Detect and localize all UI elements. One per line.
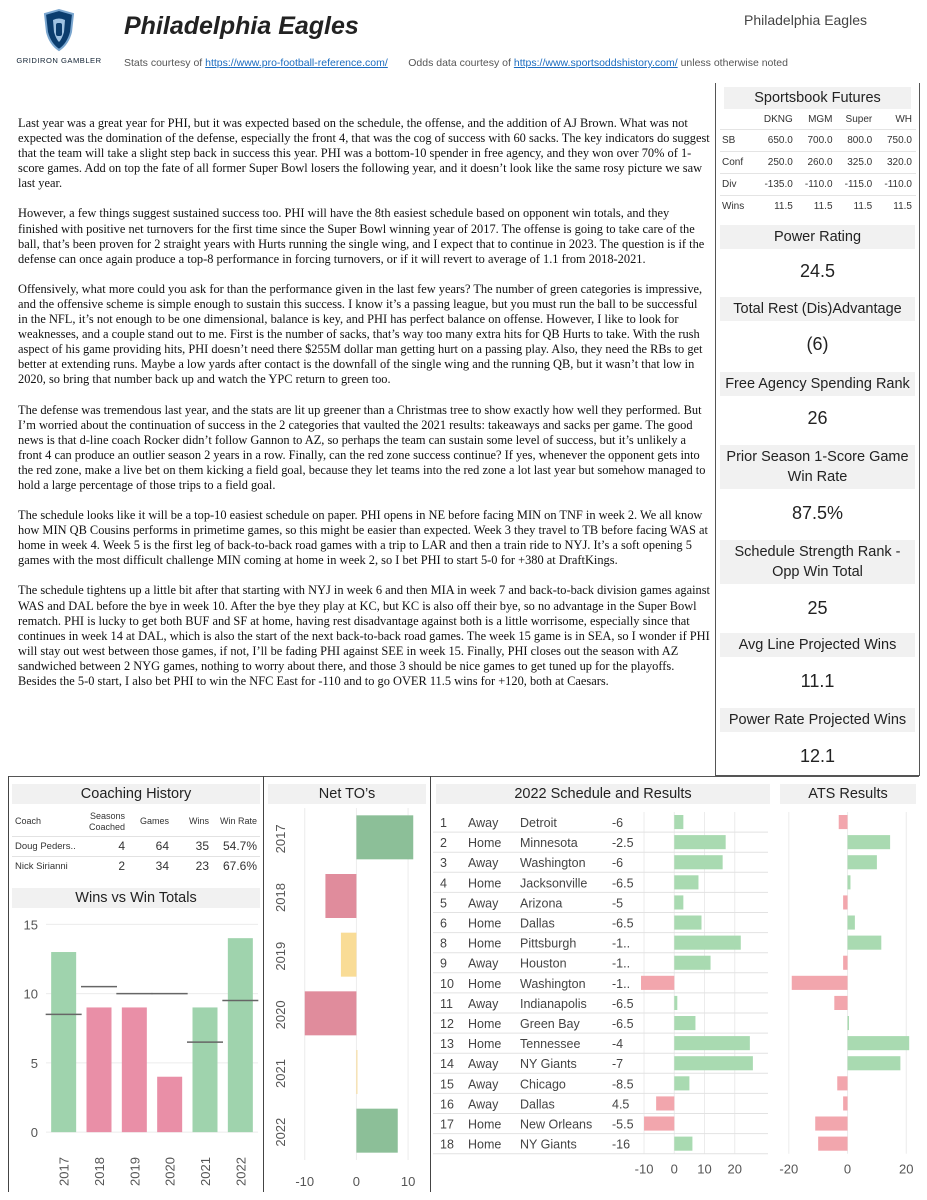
net-to-chart-title: Net TO’s <box>268 784 426 804</box>
location-cell: Away <box>468 956 499 971</box>
y-tick-label: 10 <box>23 986 38 1002</box>
ats-bar <box>848 855 877 869</box>
futures-cell: 11.5 <box>797 195 837 217</box>
net-to-bar <box>341 933 357 977</box>
futures-row-label: Div <box>720 173 755 195</box>
futures-cell: -135.0 <box>755 173 796 195</box>
week-cell: 5 <box>440 896 447 911</box>
table-row <box>440 816 623 830</box>
week-cell: 15 <box>440 1077 454 1092</box>
net-to-bar <box>356 1050 357 1094</box>
opponent-cell: Minnesota <box>520 836 578 851</box>
margin-bar <box>674 996 677 1010</box>
week-cell: 12 <box>440 1017 454 1031</box>
futures-cell: 260.0 <box>797 151 837 173</box>
coaching-cell: 67.6% <box>212 856 260 876</box>
y-tick-label: 2019 <box>273 941 288 971</box>
location-cell: Away <box>468 996 499 1011</box>
location-cell: Home <box>468 936 502 951</box>
x-tick-label: 2022 <box>233 1157 249 1186</box>
futures-cell: 11.5 <box>837 195 877 217</box>
odds-credit-suffix: unless otherwise noted <box>677 57 788 69</box>
table-row <box>440 1138 630 1152</box>
article-paragraph: The schedule looks like it will be a top-10 easiest schedule on paper. PHI opens in NE before facing MIN on TNF in week 2. We all know how MIN QB Cousins performs in primetime games, so this might be easier than expected. Week 3 they travel to TB before facing WAS at home in week 4. Week 5 is the first leg of back-to-back road games with a trip to LAR and then a train ride to NYJ. It’s a soft opening 5 games with the most difficult challenge MIN coming at home in week 2, so I bet PHI to start 5-0 for +380 at DraftKings. <box>18 508 708 568</box>
location-cell: Away <box>468 1077 499 1092</box>
section-divider <box>8 776 919 777</box>
coaching-col-header: Seasons Coached <box>88 810 125 832</box>
ats-title: ATS Results <box>780 784 916 804</box>
opponent-cell: Green Bay <box>520 1017 580 1031</box>
line-cell: -6.5 <box>612 876 634 891</box>
y-tick-label: 2017 <box>273 824 288 854</box>
coaching-col-header: Games <box>139 816 169 827</box>
x-tick-label: 0 <box>843 1161 852 1177</box>
net-turnovers-chart <box>265 808 427 1192</box>
futures-row <box>720 129 916 151</box>
opponent-cell: Indianapolis <box>520 996 587 1011</box>
metric-value: (6) <box>806 334 829 354</box>
page-title: Philadelphia Eagles <box>124 12 359 40</box>
ats-bar <box>848 1016 849 1030</box>
table-row <box>440 957 630 971</box>
metric-value: 24.5 <box>799 261 836 281</box>
wins-bar <box>193 1007 218 1132</box>
coaching-cell: 34 <box>128 856 172 876</box>
wins-bar <box>51 952 76 1132</box>
metric-value: 25 <box>807 598 828 618</box>
location-cell: Home <box>468 1137 502 1152</box>
line-cell: -5.5 <box>612 1117 634 1132</box>
metric-value: 11.1 <box>800 671 835 691</box>
y-tick-label: 0 <box>30 1125 38 1141</box>
power-rating-card <box>720 225 915 282</box>
futures-row <box>720 151 916 173</box>
week-cell: 3 <box>440 856 447 871</box>
week-cell: 10 <box>440 976 454 991</box>
week-cell: 14 <box>440 1057 454 1072</box>
location-cell: Home <box>468 876 502 891</box>
margin-bar <box>674 835 725 849</box>
coaching-col-header: Coach <box>15 816 42 827</box>
futures-cell: 650.0 <box>755 129 796 151</box>
opponent-cell: Washington <box>520 856 586 871</box>
line-cell: -6 <box>612 816 624 830</box>
futures-cell: 750.0 <box>876 129 916 151</box>
coaching-header-row <box>12 808 260 836</box>
net-to-bar <box>356 815 413 859</box>
location-cell: Away <box>468 1057 499 1072</box>
line-cell: -1.. <box>612 936 631 951</box>
x-tick-label: 20 <box>899 1161 914 1177</box>
avg-line-card <box>720 633 915 692</box>
futures-cell: 320.0 <box>876 151 916 173</box>
metric-title: Power Rate Projected Wins <box>720 708 915 732</box>
week-cell: 9 <box>440 956 447 971</box>
coaching-col-header: Wins <box>189 816 209 827</box>
ats-bar <box>848 1056 901 1070</box>
line-cell: -7 <box>612 1057 624 1072</box>
line-cell: -1.. <box>612 956 631 971</box>
y-tick-label: 2022 <box>273 1117 288 1147</box>
margin-bar <box>656 1096 674 1110</box>
x-tick-label: 0 <box>352 1174 361 1189</box>
futures-cell: 800.0 <box>837 129 877 151</box>
margin-bar <box>674 855 722 869</box>
opponent-cell: Chicago <box>520 1077 566 1092</box>
coaching-history-title: Coaching History <box>12 784 260 804</box>
stats-credit-label: Stats courtesy of <box>124 57 206 69</box>
margin-bar <box>674 1056 753 1070</box>
y-tick-label: 2020 <box>273 1000 288 1030</box>
futures-table <box>720 111 916 217</box>
week-cell: 11 <box>440 996 453 1011</box>
metrics-sidebar <box>715 83 920 776</box>
metric-value: 87.5% <box>791 503 844 523</box>
opponent-cell: NY Giants <box>520 1057 577 1072</box>
wins-vs-win-totals-chart <box>10 912 262 1192</box>
margin-bar <box>674 895 683 909</box>
week-cell: 1 <box>440 816 447 830</box>
ats-bar <box>837 1076 847 1090</box>
table-row <box>440 977 630 991</box>
metric-title: Total Rest (Dis)Advantage <box>720 297 915 321</box>
column-divider <box>263 776 264 1192</box>
shield-logo-icon <box>12 8 106 68</box>
coach-name: Doug Peders.. <box>12 836 82 856</box>
location-cell: Away <box>468 816 499 830</box>
x-tick-label: 2021 <box>198 1157 213 1186</box>
table-row <box>440 836 634 850</box>
wins-bar <box>87 1007 112 1132</box>
opponent-cell: Dallas <box>520 1097 555 1112</box>
net-to-bar <box>305 991 357 1035</box>
ats-bar <box>843 1096 847 1110</box>
x-tick-label: 10 <box>697 1161 712 1177</box>
team-name-label: Philadelphia Eagles <box>744 12 867 28</box>
opponent-cell: Tennessee <box>520 1037 581 1052</box>
week-cell: 16 <box>440 1097 454 1112</box>
x-tick-label: -10 <box>295 1174 315 1189</box>
location-cell: Away <box>468 856 499 871</box>
margin-bar <box>674 916 701 930</box>
ats-bar <box>792 976 848 990</box>
futures-cell: 325.0 <box>837 151 877 173</box>
table-row <box>440 1097 629 1111</box>
metric-value: 12.1 <box>799 746 836 766</box>
page-header <box>0 0 927 80</box>
futures-cell: 11.5 <box>755 195 796 217</box>
week-cell: 17 <box>440 1117 454 1132</box>
x-tick-label: -20 <box>779 1161 799 1177</box>
table-row <box>440 937 630 951</box>
line-cell: -5 <box>612 896 624 911</box>
table-row <box>440 856 623 870</box>
coaching-cell: 54.7% <box>212 836 260 856</box>
location-cell: Home <box>468 1037 502 1052</box>
futures-col-header: WH <box>895 113 912 125</box>
margin-bar <box>674 1076 689 1090</box>
line-cell: -6.5 <box>612 1017 634 1031</box>
schedule-strength-card <box>720 540 915 619</box>
margin-bar <box>674 1016 695 1030</box>
margin-bar <box>674 815 683 829</box>
article-paragraph: Offensively, what more could you ask for than the performance given in the last few years? The number of green categories is impressive, and the offensive scheme is simple enough to sustain this success. I know it’s a passing league, but you must run the ball to be successful in the NFL, it’s not enough to be one dimensional, balance is key, and PHI has perfect balance on offense. However, I like to look for weaknesses, and a couple stand out to me. First is the number of sacks, that’s way too many extra hits for QB Hurts to take. With the rush aspect of his game providing hits, PHI doesn’t need there $255M dollar man getting hurt on a passing play. Also, they need the RBs to get better at extending runs. Maybe a low yards after contact is the downfall of the single wing and the running QB, but it wasn’t that low in 2020, so bring that number back up and watch the YPC return to green too. <box>18 281 703 387</box>
margin-bar <box>641 976 674 990</box>
futures-cell: -110.0 <box>876 173 916 195</box>
futures-cell: 11.5 <box>876 195 916 217</box>
opponent-cell: Jacksonville <box>520 876 588 891</box>
ats-bar <box>843 895 847 909</box>
ats-bar <box>848 835 891 849</box>
credits-line <box>124 57 788 69</box>
futures-row-label: SB <box>720 129 755 151</box>
table-row <box>440 896 623 910</box>
table-row <box>440 1077 634 1091</box>
wins-chart-title: Wins vs Win Totals <box>12 888 260 908</box>
analysis-article <box>18 116 710 704</box>
table-row <box>440 1017 634 1031</box>
table-row <box>440 1118 634 1132</box>
article-paragraph: The schedule tightens up a little bit after that starting with NYJ in week 6 and then MIA in week 7 and back-to-back division games against WAS and DAL before the bye in week 10. After the bye they play at KC, but KC is also off their bye, so no advantage in the Super Bowl rematch. PHI is lucky to get both BUF and SF at home, having rest disadvantage against both is a little worrisome, especially since that continues in week 14 at DAL, which is also the start of the next back-to-back road games. The week 15 game is in SEA, so I wonder if PHI will stay out west between those games, if not, I’ll be fading PHI against SEE in week 15. Finally, PHI closes out the season with AZ sandwiched between 2 NYG games, nothing to worry about there, and those 3 should be nice games to get tuned up for the playoffs. Besides the 5-0 start, I also bet PHI to win the NFC East for -110 and to go OVER 11.5 wins for +120, both at Caesars. <box>18 583 710 688</box>
line-cell: -16 <box>612 1137 631 1152</box>
line-cell: 4.5 <box>612 1097 630 1112</box>
y-tick-label: 2021 <box>273 1059 288 1088</box>
line-cell: -4 <box>612 1037 624 1052</box>
margin-bar <box>674 1137 692 1151</box>
futures-cell: -115.0 <box>837 173 877 195</box>
futures-row <box>720 195 916 217</box>
ats-results-chart <box>776 810 922 1192</box>
futures-cell: -110.0 <box>797 173 837 195</box>
week-cell: 18 <box>440 1137 454 1152</box>
article-paragraph: The defense was tremendous last year, and the stats are lit up greener than a Christmas tree to show exactly how well they performed. But I’m worried about the continuation of success in the 2 categories that vaulted the 2021 results: takeaways and sacks per game. The good news is that d-line coach Rocker didn’t follow Gannon to AZ, so perhaps the team can sustain some level of success, but it’s unlikely a front 4 can produce an outlier season 2 years in a row. Finally, can the red zone success continue? If yes, whenever the opponent gets into the red zone, make a live bet on them kicking a field goal, because they let teams into the red zone a lot last year but somehow managed to hold a large percentage of those trips to a field goal. <box>18 402 706 492</box>
ats-bar <box>848 916 855 930</box>
coaching-col-header: Win Rate <box>219 816 257 827</box>
futures-cell: 250.0 <box>755 151 796 173</box>
margin-bar <box>674 1036 750 1050</box>
coaching-table <box>12 808 260 876</box>
metric-title: Power Rating <box>720 225 915 249</box>
column-divider <box>8 776 9 1192</box>
logo-wordmark: GRIDIRON GAMBLER <box>16 56 102 65</box>
location-cell: Away <box>468 1097 499 1112</box>
metric-title: Free Agency Spending Rank <box>720 372 915 396</box>
metric-title: Schedule Strength Rank - Opp Win Total <box>720 540 915 584</box>
coaching-cell: 64 <box>128 836 172 856</box>
x-tick-label: 20 <box>727 1161 742 1177</box>
wins-bar <box>228 938 253 1132</box>
x-tick-label: 2018 <box>92 1157 107 1186</box>
coaching-cell: 23 <box>172 856 212 876</box>
opponent-cell: New Orleans <box>520 1117 593 1132</box>
futures-title: Sportsbook Futures <box>724 87 911 109</box>
opponent-cell: Detroit <box>520 816 557 830</box>
metric-title: Prior Season 1-Score Game Win Rate <box>720 445 915 489</box>
net-to-bar <box>356 1109 397 1153</box>
x-tick-label: 2017 <box>56 1157 72 1186</box>
x-tick-label: 10 <box>400 1174 416 1189</box>
futures-row <box>720 173 916 195</box>
line-cell: -8.5 <box>612 1077 634 1092</box>
week-cell: 8 <box>440 936 447 951</box>
ats-bar <box>839 815 848 829</box>
line-cell: -2.5 <box>612 836 634 851</box>
x-tick-label: 2019 <box>127 1157 143 1186</box>
article-paragraph: Last year was a great year for PHI, but it was expected based on the schedule, the offense, and the addition of AJ Brown. What was not expected was the domination of the defense, especially the front 4, that was the cog of success with 60 sacks. The key indicators do suggest that the team will take a slight step back in success this year. PHI was a bottom-10 spender in free agency, and they won over 70% of 1-score games. Add on top the fate of all former Super Bowl losers the following year, and it doesn’t look like the same rosy picture we saw last year. <box>18 116 710 191</box>
location-cell: Home <box>468 916 502 931</box>
table-row <box>12 836 260 856</box>
line-cell: -6.5 <box>612 916 634 931</box>
ats-bar <box>834 996 847 1010</box>
margin-bar <box>674 875 698 889</box>
one-score-card <box>720 445 915 524</box>
line-cell: -6.5 <box>612 996 634 1011</box>
coaching-cell: 35 <box>172 836 212 856</box>
coaching-cell: 4 <box>82 836 128 856</box>
location-cell: Home <box>468 1117 502 1132</box>
table-row <box>440 917 634 931</box>
x-tick-label: 2020 <box>162 1157 178 1186</box>
coaching-cell: 2 <box>82 856 128 876</box>
rest-advantage-card <box>720 297 915 355</box>
opponent-cell: NY Giants <box>520 1137 577 1152</box>
opponent-cell: Arizona <box>520 896 563 911</box>
odds-source-link[interactable]: https://www.sportsoddshistory.com/ <box>513 57 678 69</box>
table-row <box>440 997 634 1011</box>
net-to-bar <box>325 874 356 918</box>
margin-bar <box>674 956 710 970</box>
schedule-title: 2022 Schedule and Results <box>436 784 770 804</box>
opponent-cell: Houston <box>520 956 567 971</box>
futures-col-header: DKNG <box>763 113 793 125</box>
article-paragraph: However, a few things suggest sustained success too. PHI will have the 8th easiest schedule based on opponent win totals, and they finished with positive net turnovers for the first time since the Super Bowl winning year of 2017. The offense is going to take care of the ball, that’s been proven for 2 straight years with Hurts running the single wing, and I expect that to continue in 2023. The question is if the defense can once again produce a top-8 performance in forcing turnovers, or if it will revert to average of 1.1 from 2018-2021. <box>18 206 705 266</box>
schedule-results-chart <box>433 810 773 1192</box>
week-cell: 13 <box>440 1037 454 1052</box>
metric-value: 26 <box>807 408 828 428</box>
futures-col-header: MGM <box>808 113 833 125</box>
ats-bar <box>818 1137 847 1151</box>
week-cell: 4 <box>440 876 447 891</box>
week-cell: 2 <box>440 836 447 851</box>
ats-bar <box>848 1036 910 1050</box>
opponent-cell: Dallas <box>520 916 555 931</box>
wins-bar <box>157 1077 182 1132</box>
futures-cell: 700.0 <box>797 129 837 151</box>
column-divider <box>430 776 431 1192</box>
margin-bar <box>674 936 741 950</box>
table-row <box>440 1057 623 1071</box>
table-row <box>440 876 634 890</box>
margin-bar <box>644 1117 674 1131</box>
futures-row-label: Conf <box>720 151 755 173</box>
line-cell: -6 <box>612 856 624 871</box>
ats-bar <box>848 875 851 889</box>
wins-bar <box>122 1007 147 1132</box>
location-cell: Home <box>468 1017 502 1031</box>
stats-source-link[interactable]: https://www.pro-football-reference.com/ <box>205 57 388 69</box>
ats-bar <box>843 956 847 970</box>
table-row <box>12 856 260 876</box>
futures-row-label: Wins <box>720 195 755 217</box>
ats-bar <box>815 1117 847 1131</box>
y-tick-label: 15 <box>23 917 38 933</box>
futures-col-header: Super <box>845 113 873 125</box>
line-cell: -1.. <box>612 976 631 991</box>
free-agency-card <box>720 372 915 429</box>
opponent-cell: Washington <box>520 976 586 991</box>
y-tick-label: 5 <box>30 1055 38 1071</box>
x-tick-label: -10 <box>634 1161 654 1177</box>
futures-corner <box>720 111 755 129</box>
x-tick-label: 0 <box>670 1161 678 1177</box>
location-cell: Away <box>468 896 499 911</box>
ats-bar <box>848 936 882 950</box>
opponent-cell: Pittsburgh <box>520 936 577 951</box>
power-rate-wins-card <box>720 708 915 767</box>
coach-name: Nick Sirianni <box>12 856 82 876</box>
location-cell: Home <box>468 836 502 851</box>
week-cell: 6 <box>440 916 447 931</box>
odds-credit-label: Odds data courtesy of <box>408 57 514 69</box>
y-tick-label: 2018 <box>273 883 288 912</box>
table-row <box>440 1037 623 1051</box>
location-cell: Home <box>468 976 502 991</box>
metric-title: Avg Line Projected Wins <box>720 633 915 657</box>
futures-header-row <box>720 111 916 129</box>
